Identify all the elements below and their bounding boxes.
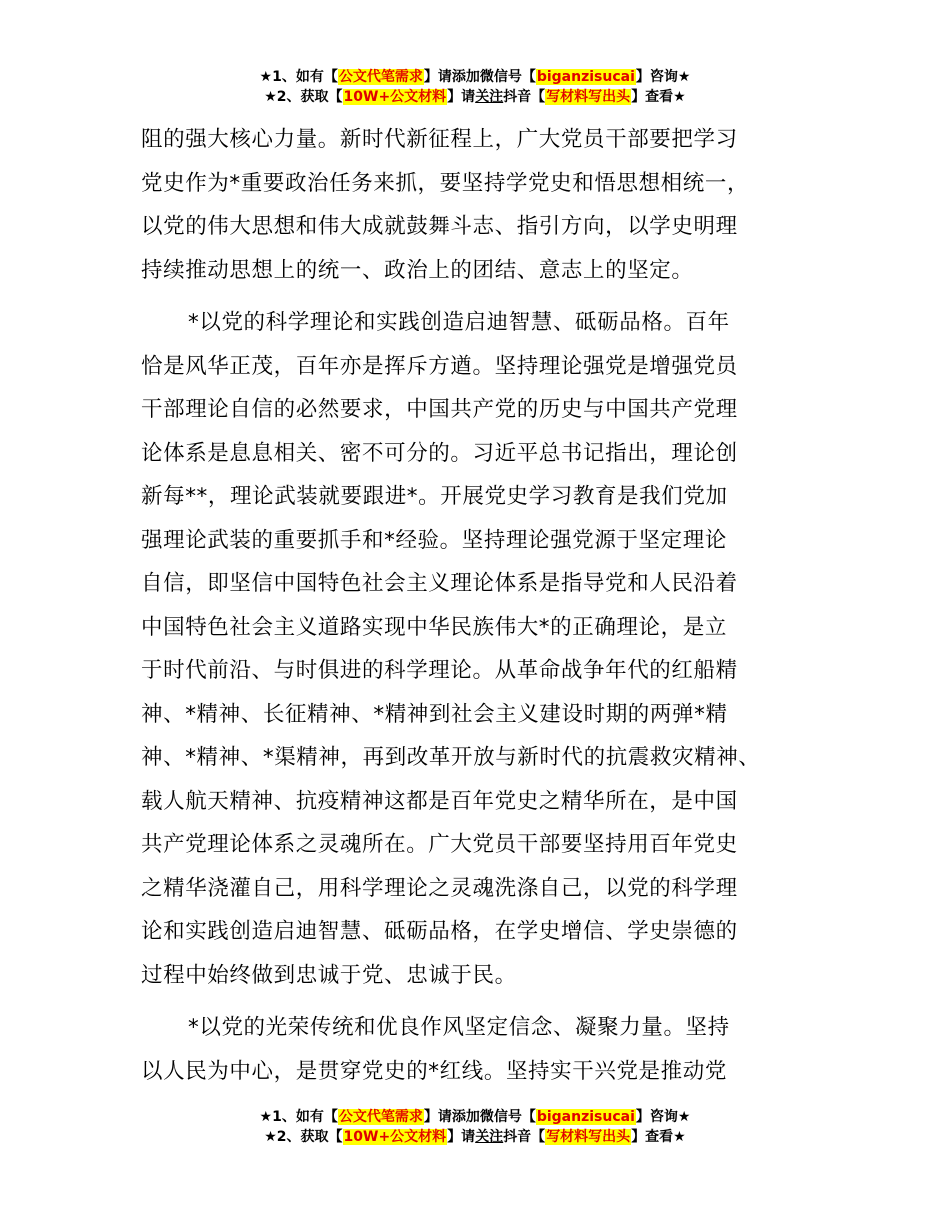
text-line: 以人民为中心，是贯穿党史的*红线。坚持实干兴党是推动党 (141, 1058, 727, 1084)
text-line: 神、*精神、长征精神、*精神到社会主义建设时期的两弹*精 (141, 701, 728, 727)
promo-text: ★2、获取【 (264, 89, 343, 105)
promo-highlight: biganzisucai (536, 69, 635, 85)
text-line: 之精华浇灌自己，用科学理论之灵魂洗涤自己，以党的科学理 (141, 875, 738, 901)
text-line: 共产党理论体系之灵魂所在。广大党员干部要坚持用百年党史 (141, 832, 738, 857)
paragraph (141, 301, 831, 997)
footer-promo-banner (0, 1107, 950, 1147)
promo-underlined-text: 关注 (475, 1129, 504, 1145)
promo-text: 】咨询★ (635, 1109, 691, 1125)
text-line: 载人航天精神、抗疫精神这都是百年党史之精华所在，是中国 (141, 788, 738, 814)
document-body (141, 118, 831, 1093)
promo-text: ★2、获取【 (264, 1129, 343, 1145)
promo-highlight: biganzisucai (536, 1109, 635, 1125)
promo-text: 】请添加微信号【 (423, 69, 536, 85)
promo-line-2 (0, 1127, 950, 1147)
promo-underlined-text: 关注 (475, 89, 504, 105)
text-line: 恰是风华正茂，百年亦是挥斥方遒。坚持理论强党是增强党员 (141, 353, 738, 379)
promo-text: 】请 (447, 89, 476, 105)
promo-line-1 (0, 67, 950, 87)
text-line: 过程中始终做到忠诚于党、忠诚于民。 (141, 962, 517, 988)
promo-line-1 (0, 1107, 950, 1127)
promo-highlight: 10W+公文材料 (343, 89, 447, 105)
text-line: 中国特色社会主义道路实现中华民族伟大*的正确理论，是立 (141, 614, 727, 640)
paragraph (141, 1006, 831, 1093)
text-line: 持续推动思想上的统一、政治上的团结、意志上的坚定。 (141, 257, 694, 283)
text-line: *以党的光荣传统和优良作风坚定信念、凝聚力量。坚持 (188, 1015, 730, 1040)
text-line: 论和实践创造启迪智慧、砥砺品格，在学史增信、学史崇德的 (141, 919, 738, 944)
promo-text: 】咨询★ (635, 69, 691, 85)
promo-highlight: 公文代笔需求 (338, 1109, 423, 1125)
promo-text: 抖音【 (503, 1129, 546, 1145)
promo-highlight: 10W+公文材料 (343, 1129, 447, 1145)
promo-text: 】请 (447, 1129, 476, 1145)
text-line: 神、*精神、*渠精神，再到改革开放与新时代的抗震救灾精神、 (141, 745, 761, 770)
text-line: 于时代前沿、与时俱进的科学理论。从革命战争年代的红船精 (141, 658, 738, 683)
promo-text: 】查看★ (631, 89, 686, 105)
promo-text: ★1、如有【 (259, 69, 338, 85)
text-line: 干部理论自信的必然要求，中国共产党的历史与中国共产党理 (141, 397, 738, 422)
promo-highlight: 公文代笔需求 (338, 69, 423, 85)
text-line: 新每**，理论武装就要跟进*。开展党史学习教育是我们党加 (141, 484, 728, 509)
text-line: 以党的伟大思想和伟大成就鼓舞斗志、指引方向，以学史明理 (141, 214, 738, 239)
promo-highlight: 写材料写出头 (546, 1129, 631, 1145)
promo-text: 抖音【 (503, 89, 546, 105)
text-line: 阻的强大核心力量。新时代新征程上，广大党员干部要把学习 (141, 127, 738, 152)
promo-text: 】查看★ (631, 1129, 686, 1145)
paragraph-gap (141, 997, 831, 1006)
promo-text: 】请添加微信号【 (423, 1109, 536, 1125)
paragraph-gap (141, 292, 831, 301)
promo-text: ★1、如有【 (259, 1109, 338, 1125)
text-line: 论体系是息息相关、密不可分的。习近平总书记指出，理论创 (141, 440, 738, 466)
text-line: 自信，即坚信中国特色社会主义理论体系是指导党和人民沿着 (141, 571, 738, 596)
text-line: 党史作为*重要政治任务来抓，要坚持学党史和悟思想相统一， (141, 170, 750, 196)
header-promo-banner (0, 67, 950, 107)
promo-line-2 (0, 87, 950, 107)
text-line: *以党的科学理论和实践创造启迪智慧、砥砺品格。百年 (188, 310, 730, 335)
text-line: 强理论武装的重要抓手和*经验。坚持理论强党源于坚定理论 (141, 527, 727, 553)
paragraph (141, 118, 831, 292)
promo-highlight: 写材料写出头 (546, 89, 631, 105)
